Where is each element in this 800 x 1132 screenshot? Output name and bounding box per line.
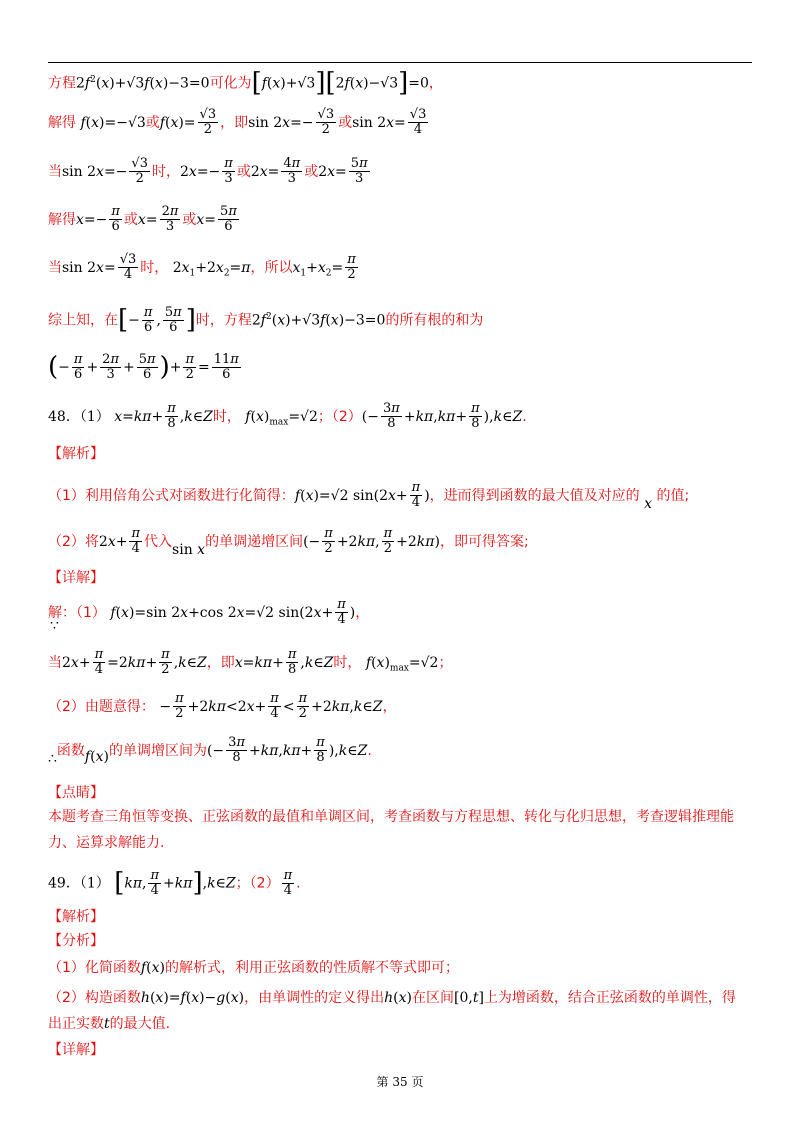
q48-detail-1: 解：（1） f(x)=sin 2x+cos 2x=√2 sin(2x+ $\frac{\pi}{4}$ )，	[48, 597, 370, 628]
q49-step1: （1）化简函数f(x)的解析式，利用正弦函数的性质解不等式即可；	[48, 960, 459, 976]
line-7: (− $\frac{\pi}{6}$ + $\frac{2\pi}{3}$ + $\frac{5\pi}{6}$ )+ $\frac{\pi}{2}$ = $\frac{11\pi}{6}$	[48, 351, 239, 383]
q49-step2-line2: 出正实数t的最大值.	[48, 1016, 171, 1032]
q48-xiangjie-heading: 【详解】	[48, 570, 104, 586]
line-1: 方程$2f^2(x)+√3f(x)-3=0$可化为[f(x)+√3][2f(x)−√3]=0，	[48, 68, 443, 98]
q49-step2: （2）构造函数h(x)=f(x)−g(x)，由单调性的定义得出h(x)在区间[0,t]上为增函数，结合正弦函数的单调性，得	[48, 990, 736, 1006]
page-number: 第 35 页	[376, 1075, 424, 1089]
line-6: 综上知，在[− $\frac{\pi}{6}$ , $\frac{5\pi}{6}$ ]时，方程$2f^2(x)+√3f(x)-3=0$的所有根的和为	[48, 304, 484, 336]
line-5: 当sin 2x= $\frac{√3}{4}$ 时， $2x_1+2x_2=\pi$，所以$x_1+x_2=$ $\frac{\pi}{2}$	[48, 252, 356, 283]
top-rule	[48, 62, 752, 63]
text: 可化为	[209, 75, 252, 92]
q49-answer: 49．（1） [kπ, $\frac{\pi}{4}$ +kπ],k∈Z；（2） $\frac{\pi}{4}$ .	[48, 867, 301, 899]
q48-dianjing-heading: 【点睛】	[48, 785, 104, 801]
line-4: 解得x=− $\frac{\pi}{6}$ 或x= $\frac{2\pi}{3}$ 或x= $\frac{5\pi}{6}$	[48, 204, 237, 235]
q48-answer: 48．（1） x=kπ+ $\frac{\pi}{8}$ ,k∈Z时， $f(x)_{max}=√2$；（2）(− $\frac{3\pi}{8}$ +kπ,kπ+ $\frac{\pi}{8}$ ),k∈Z.	[48, 401, 527, 432]
q48-detail-4: ∴函数f(x)的单调增区间为(− $\frac{3\pi}{8}$ +kπ,kπ+ $\frac{\pi}{8}$ ),k∈Z.	[48, 735, 372, 767]
q48-step2: （2）将2x+ $\frac{\pi}{4}$ 代入sin x的单调递增区间(− $\frac{\pi}{2}$ +2kπ, $\frac{\pi}{2}$ +2kπ)，即可得答案;	[48, 526, 529, 558]
text: 方程	[48, 75, 76, 92]
q48-detail-2: 当2x+ $\frac{\pi}{4}$ =2kπ+ $\frac{\pi}{2}$ ,k∈Z，即x=kπ+ $\frac{\pi}{8}$ ,k∈Z时， $f(x)_{max}=√2$；	[48, 647, 453, 678]
q49-jiexi-heading: 【解析】	[48, 909, 104, 925]
q48-detail-3: （2）由题意得： − $\frac{\pi}{2}$ +2kπ<2x+ $\frac{\pi}{4}$ < $\frac{\pi}{2}$ +2kπ,k∈Z，	[48, 691, 397, 722]
q48-jiexi-heading: 【解析】	[48, 446, 104, 462]
because-symbol: ∵	[50, 618, 59, 634]
line-2: 解得 f(x)=−√3或f(x)= $\frac{√3}{2}$ ，即sin 2x=− $\frac{√3}{2}$ 或sin 2x= $\frac{√3}{4}$	[48, 107, 427, 138]
q49-fenxi-heading: 【分析】	[48, 933, 104, 949]
line-3: 当sin 2x=− $\frac{√3}{2}$ 时，2x=− $\frac{\pi}{3}$ 或2x= $\frac{4\pi}{3}$ 或2x= $\frac{5\pi}{3}$	[48, 156, 368, 187]
q49-xiangjie-heading: 【详解】	[48, 1042, 104, 1058]
q48-dianjing-text: 本题考查三角恒等变换、正弦函数的最值和单调区间，考查函数与方程思想、转化与化归思想，考查逻辑推理能力、运算求解能力.	[48, 809, 734, 851]
q48-step1: （1）利用倍角公式对函数进行化简得：f(x)=√2 sin(2x+ $\frac{\pi}{4}$ )，进而得到函数的最大值及对应的 x 的值;	[48, 480, 690, 512]
